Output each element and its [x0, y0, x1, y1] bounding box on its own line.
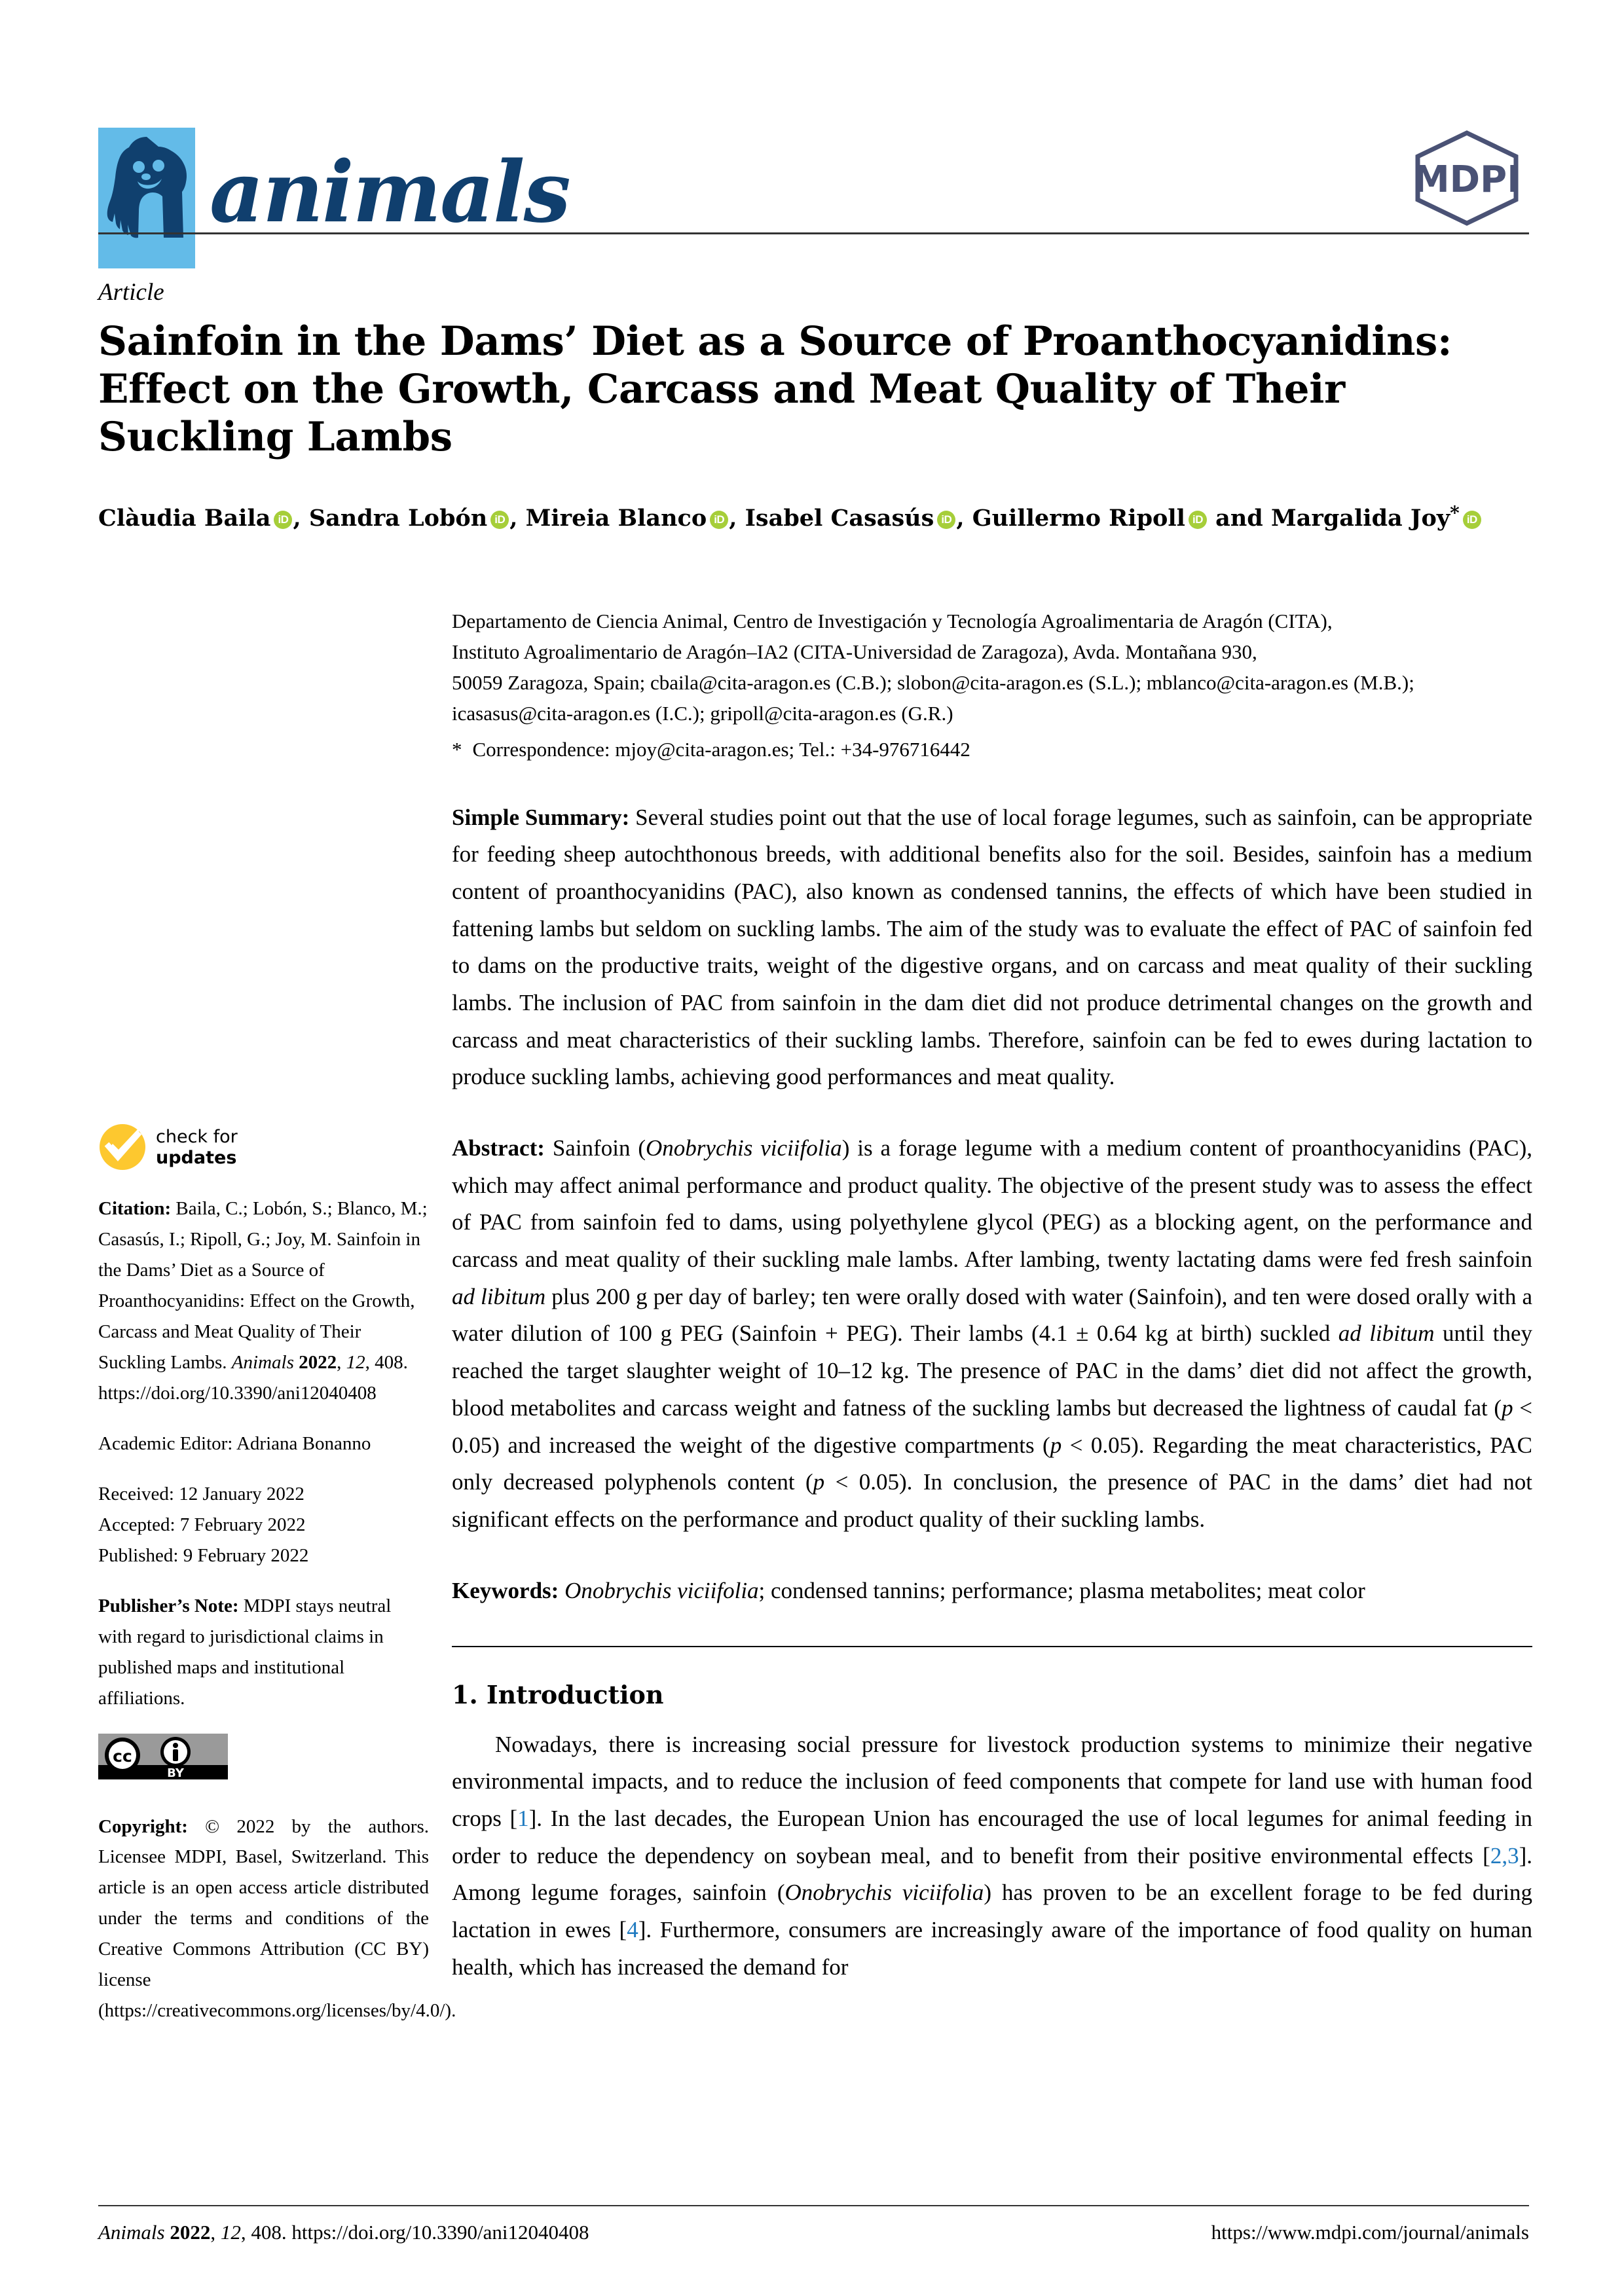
publication-dates: [98, 1479, 429, 1571]
abstract-label: Abstract:: [452, 1135, 545, 1161]
published-date: Published: 9 February 2022: [98, 1544, 309, 1566]
abstract: [452, 1130, 1532, 1539]
correspondence-marker: *: [452, 738, 462, 761]
citation-volume: 12: [346, 1351, 365, 1373]
orcid-icon[interactable]: iD: [274, 511, 292, 529]
paragraph-text: ) has proven to be an excellent forage to be fed during lactation in ewes [: [452, 1880, 1532, 1943]
simple-summary-label: Simple Summary:: [452, 804, 630, 830]
author-name[interactable]: Mireia Blanco: [525, 505, 707, 532]
keyword-species: Onobrychis viciifolia: [564, 1577, 759, 1603]
citation-block: Citation: Baila, C.; Lobón, S.; Blanco, M.; Casasús, I.; Ripoll, G.; Joy, M. Sainfoin in the Dams’ Diet as a Source of Proanthocyanidins: Effect on the Growth, Carcass and Meat Quality of Their Suckling Lambs. Animals 2022, 12, 408. https://doi.org/10.3390/ani12040408: [98, 1198, 428, 1404]
citation-doi[interactable]: https://doi.org/10.3390/ani12040408: [98, 1382, 377, 1404]
affiliation-block: [452, 606, 1532, 765]
affiliation-line: Instituto Agroalimentario de Aragón–IA2 (CITA-Universidad de Zaragoza), Avda. Montañana 930,: [452, 640, 1257, 664]
publishers-note-text: MDPI stays neutral with regard to jurisdictional claims in published maps and institutional affiliations.: [98, 1595, 392, 1709]
author-conjunction: and: [1215, 505, 1263, 532]
simple-summary: [452, 799, 1532, 1097]
author-name[interactable]: Isabel Casasús: [745, 505, 934, 532]
paragraph-text: Nowadays, there is increasing social pressure for livestock production systems to minimize their negative environmental impacts, and to reduce the inclusion of feed components that compete for land use with human food crops [: [452, 1731, 1532, 1831]
abstract-text: < 0.05). Regarding the meat characteristics, PAC only decreased polyphenols content (: [452, 1432, 1532, 1495]
updates-line: updates: [156, 1147, 237, 1168]
check-circle-icon: [98, 1123, 147, 1171]
footer-year: 2022: [170, 2221, 211, 2244]
species-name: Onobrychis viciifolia: [784, 1880, 984, 1906]
keywords: [452, 1573, 1532, 1609]
check-for-updates-label: [156, 1123, 238, 1169]
page-header: [98, 128, 1529, 242]
orcid-icon[interactable]: iD: [1463, 511, 1481, 529]
footer-citation: Animals 2022, 12, 408. https://doi.org/10.3390/ani12040408: [98, 2221, 589, 2244]
author-name[interactable]: Margalida Joy: [1270, 505, 1450, 532]
correspondence-line: [452, 734, 1532, 765]
publishers-note-label: Publisher’s Note:: [98, 1595, 239, 1616]
keywords-label: Keywords:: [452, 1577, 559, 1603]
svg-text:MDPI: MDPI: [1412, 158, 1521, 201]
received-date: Received: 12 January 2022: [98, 1483, 304, 1504]
latin-phrase: ad libitum: [452, 1283, 546, 1309]
orcid-icon[interactable]: iD: [1189, 511, 1207, 529]
main-column: [452, 606, 1532, 1986]
p-value-symbol: p: [1502, 1394, 1513, 1421]
affiliation-line: icasasus@cita-aragon.es (I.C.); gripoll@cita-aragon.es (G.R.): [452, 702, 953, 725]
affiliation-line: Departamento de Ciencia Animal, Centro de Investigación y Tecnología Agroalimentaria de Aragón (CITA),: [452, 610, 1333, 632]
p-value-symbol: p: [813, 1469, 825, 1495]
page-title: Sainfoin in the Dams’ Diet as a Source of Proanthocyanidins: Effect on the Growth, Carcass and Meat Quality of Their Suckling Lambs: [98, 318, 1452, 461]
correspondence-text: Correspondence: mjoy@cita-aragon.es; Tel.: +34-976716442: [472, 738, 970, 761]
svg-text:cc: cc: [113, 1746, 132, 1766]
abstract-text: < 0.05) and increased the weight of the digestive compartments (: [452, 1394, 1532, 1458]
citation-journal: Animals: [231, 1351, 294, 1373]
citation-text: Baila, C.; Lobón, S.; Blanco, M.; Casasús, I.; Ripoll, G.; Joy, M. Sainfoin in the Dams’ Diet as a Source of Proanthocyanidins: Effect on the Growth, Carcass and Meat Quality of Their Suckling Lambs.: [98, 1198, 428, 1373]
orcid-icon[interactable]: iD: [710, 511, 728, 529]
mdpi-logo[interactable]: [1405, 128, 1529, 226]
footer-volume: 12: [220, 2221, 241, 2244]
journal-name: animals: [210, 143, 570, 242]
abstract-text: < 0.05). In conclusion, the presence of PAC in the dams’ diet had not significant effects on the performance and product quality of their suckling lambs.: [452, 1469, 1532, 1532]
abstract-text: Sainfoin (: [544, 1135, 646, 1161]
publishers-note: [98, 1591, 429, 1714]
p-value-symbol: p: [1050, 1432, 1062, 1458]
paragraph-text: ]. In the last decades, the European Union has encouraged the use of local legumes for animal feeding in order to reduce the dependency on soybean meal, and to benefit from their positive environmental effects [: [452, 1805, 1533, 1868]
citation-year: 2022: [299, 1351, 337, 1373]
corresponding-marker: *: [1450, 502, 1460, 524]
orcid-icon[interactable]: iD: [490, 511, 509, 529]
abstract-text: plus 200 g per day of barley; ten were orally dosed with water (Sainfoin), and ten were dosed orally with a water dilution of 100 g PEG (Sainfoin + PEG). Their lambs (4.1 ± 0.64 kg at birth) suckled: [452, 1283, 1532, 1347]
keywords-rest: ; condensed tannins; performance; plasma metabolites; meat color: [758, 1577, 1365, 1603]
copyright-label: Copyright:: [98, 1815, 188, 1837]
footer-divider: [98, 2205, 1529, 2206]
latin-phrase: ad libitum: [1338, 1321, 1435, 1347]
svg-text:BY: BY: [167, 1766, 184, 1779]
academic-editor: Academic Editor: Adriana Bonanno: [98, 1432, 371, 1454]
simple-summary-text: Several studies point out that the use of local forage legumes, such as sainfoin, can be appropriate for feeding sheep autochthonous breeds, with additional benefits also for the soil. Besides, sainfoin has a medium content of proanthocyanidins (PAC), also known as condensed tannins, the effects of which have been studied in fattening lambs but seldom on suckling lambs. The aim of the study was to evaluate the effect of PAC of sainfoin fed to dams on the productive traits, weight of the digestive organs, and on carcass and meat quality of their suckling lambs. The inclusion of PAC from sainfoin in the dam diet did not produce detrimental changes on the growth and carcass and meat characteristics of their suckling lambs. Therefore, sainfoin can be fed to ewes during lactation to produce suckling lambs, achieving good performances and meat quality.: [452, 804, 1532, 1090]
cc-by-license-icon[interactable]: [98, 1734, 228, 1779]
citation-page: 408: [375, 1351, 403, 1373]
author-name[interactable]: Clàudia Baila: [98, 505, 271, 532]
copyright-block: [98, 1812, 456, 2027]
affiliation-line: 50059 Zaragoza, Spain; cbaila@cita-aragon.es (C.B.); slobon@cita-aragon.es (S.L.); mblanco@cita-aragon.es (M.B.);: [452, 671, 1414, 695]
accepted-date: Accepted: 7 February 2022: [98, 1514, 306, 1535]
section-divider: [452, 1646, 1532, 1647]
paragraph-text: ]. Furthermore, consumers are increasingly aware of the importance of food quality on human health, which has increased the demand for: [452, 1917, 1532, 1980]
citation-ref[interactable]: 2,3: [1490, 1842, 1519, 1868]
check-for-updates-badge[interactable]: [98, 1123, 429, 1171]
author-name[interactable]: Guillermo Ripoll: [972, 505, 1185, 532]
species-name: Onobrychis viciifolia: [646, 1135, 842, 1161]
animals-gorilla-icon: [98, 128, 195, 268]
check-for-line: check for: [156, 1127, 238, 1147]
introduction-heading: 1. Introduction: [452, 1679, 664, 1709]
footer-page: 408: [251, 2221, 282, 2244]
abstract-text: ) is a forage legume with a medium content of proanthocyanidins (PAC), which may affect animal performance and product quality. The objective of the present study was to assess the effect of PAC from sainfoin fed to dams, using polyethylene glycol (PEG) as a blocking agent, on the performance and carcass and meat quality of their suckling male lambs. After lambing, twenty lactating dams were fed fresh sainfoin: [452, 1135, 1532, 1273]
introduction-paragraph: [452, 1726, 1532, 1986]
citation-ref[interactable]: 1: [517, 1805, 529, 1831]
citation-ref[interactable]: 4: [627, 1917, 638, 1943]
footer-journal: Animals: [98, 2221, 165, 2244]
metadata-sidebar: [98, 1123, 456, 2046]
citation-label: Citation:: [98, 1198, 172, 1219]
author-name[interactable]: Sandra Lobón: [308, 505, 488, 532]
footer-doi[interactable]: https://doi.org/10.3390/ani12040408: [291, 2221, 589, 2244]
page-footer: [98, 2221, 1529, 2244]
copyright-text: © 2022 by the authors. Licensee MDPI, Basel, Switzerland. This article is an open access article distributed under the terms and conditions of the Creative Commons Attribution (CC BY) license (https://creativecommons.org/licenses/by/4.0/).: [98, 1815, 456, 2022]
author-list: Clàudia Baila iD , Sandra Lobón iD , Mireia Blanco iD , Isabel Casasús iD , Guillermo Ripoll iD and Margalida Joy* iD: [98, 501, 1539, 534]
article-type: Article: [98, 279, 164, 306]
footer-journal-url[interactable]: https://www.mdpi.com/journal/animals: [1211, 2221, 1529, 2244]
header-divider: [98, 232, 1529, 234]
journal-logo[interactable]: [98, 128, 570, 268]
paragraph-text: ]. Among legume forages, sainfoin (: [452, 1842, 1532, 1906]
orcid-icon[interactable]: iD: [937, 511, 955, 529]
abstract-text: until they reached the target slaughter weight of 10–12 kg. The presence of PAC in the dams’ diet did not affect the growth, blood metabolites and carcass weight and fatness of the suckling lambs but decreased the lightness of caudal fat (: [452, 1321, 1532, 1421]
